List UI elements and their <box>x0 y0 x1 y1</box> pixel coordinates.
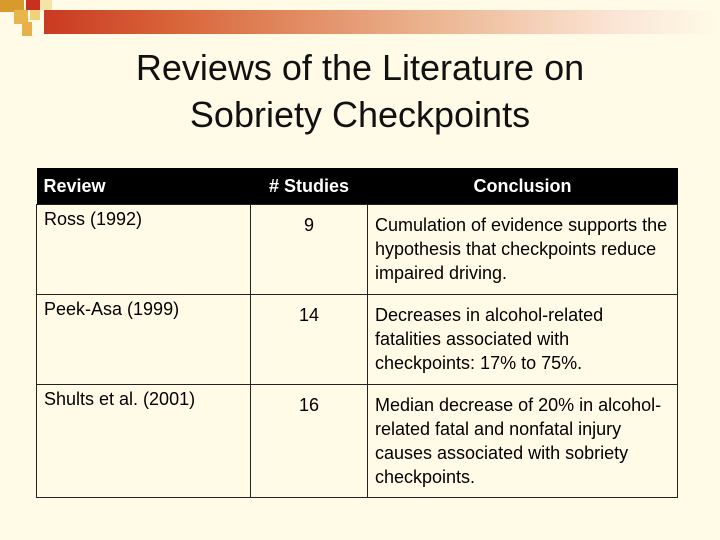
table-row <box>37 385 678 498</box>
table-row <box>37 205 678 295</box>
studies-cell: 9 <box>251 205 368 295</box>
column-header-review: Review <box>37 168 251 205</box>
studies-cell: 16 <box>251 385 368 498</box>
conclusion-cell: Median decrease of 20% in alcohol-related fatal and nonfatal injury causes associated with sobriety checkpoints. <box>368 385 678 498</box>
conclusion-cell: Cumulation of evidence supports the hypothesis that checkpoints reduce impaired driving. <box>368 205 678 295</box>
decorative-square <box>30 10 40 20</box>
column-header-conclusion: Conclusion <box>368 168 678 205</box>
slide-title-line-2: Sobriety Checkpoints <box>189 94 531 135</box>
studies-cell: 14 <box>251 295 368 385</box>
decorative-gradient-bar <box>44 10 720 34</box>
table-header-row <box>37 168 678 205</box>
table-row <box>37 295 678 385</box>
conclusion-cell: Decreases in alcohol-related fatalities associated with checkpoints: 17% to 75%. <box>368 295 678 385</box>
column-header-studies: # Studies <box>251 168 368 205</box>
decorative-square <box>40 0 52 10</box>
review-cell: Peek-Asa (1999) <box>37 295 251 385</box>
slide-title <box>0 44 720 138</box>
review-cell: Shults et al. (2001) <box>37 385 251 498</box>
decorative-square <box>26 0 40 10</box>
slide-title-line-1: Reviews of the Literature on <box>135 47 585 88</box>
decorative-square <box>22 22 32 36</box>
review-cell: Ross (1992) <box>37 205 251 295</box>
reviews-table <box>36 168 678 498</box>
